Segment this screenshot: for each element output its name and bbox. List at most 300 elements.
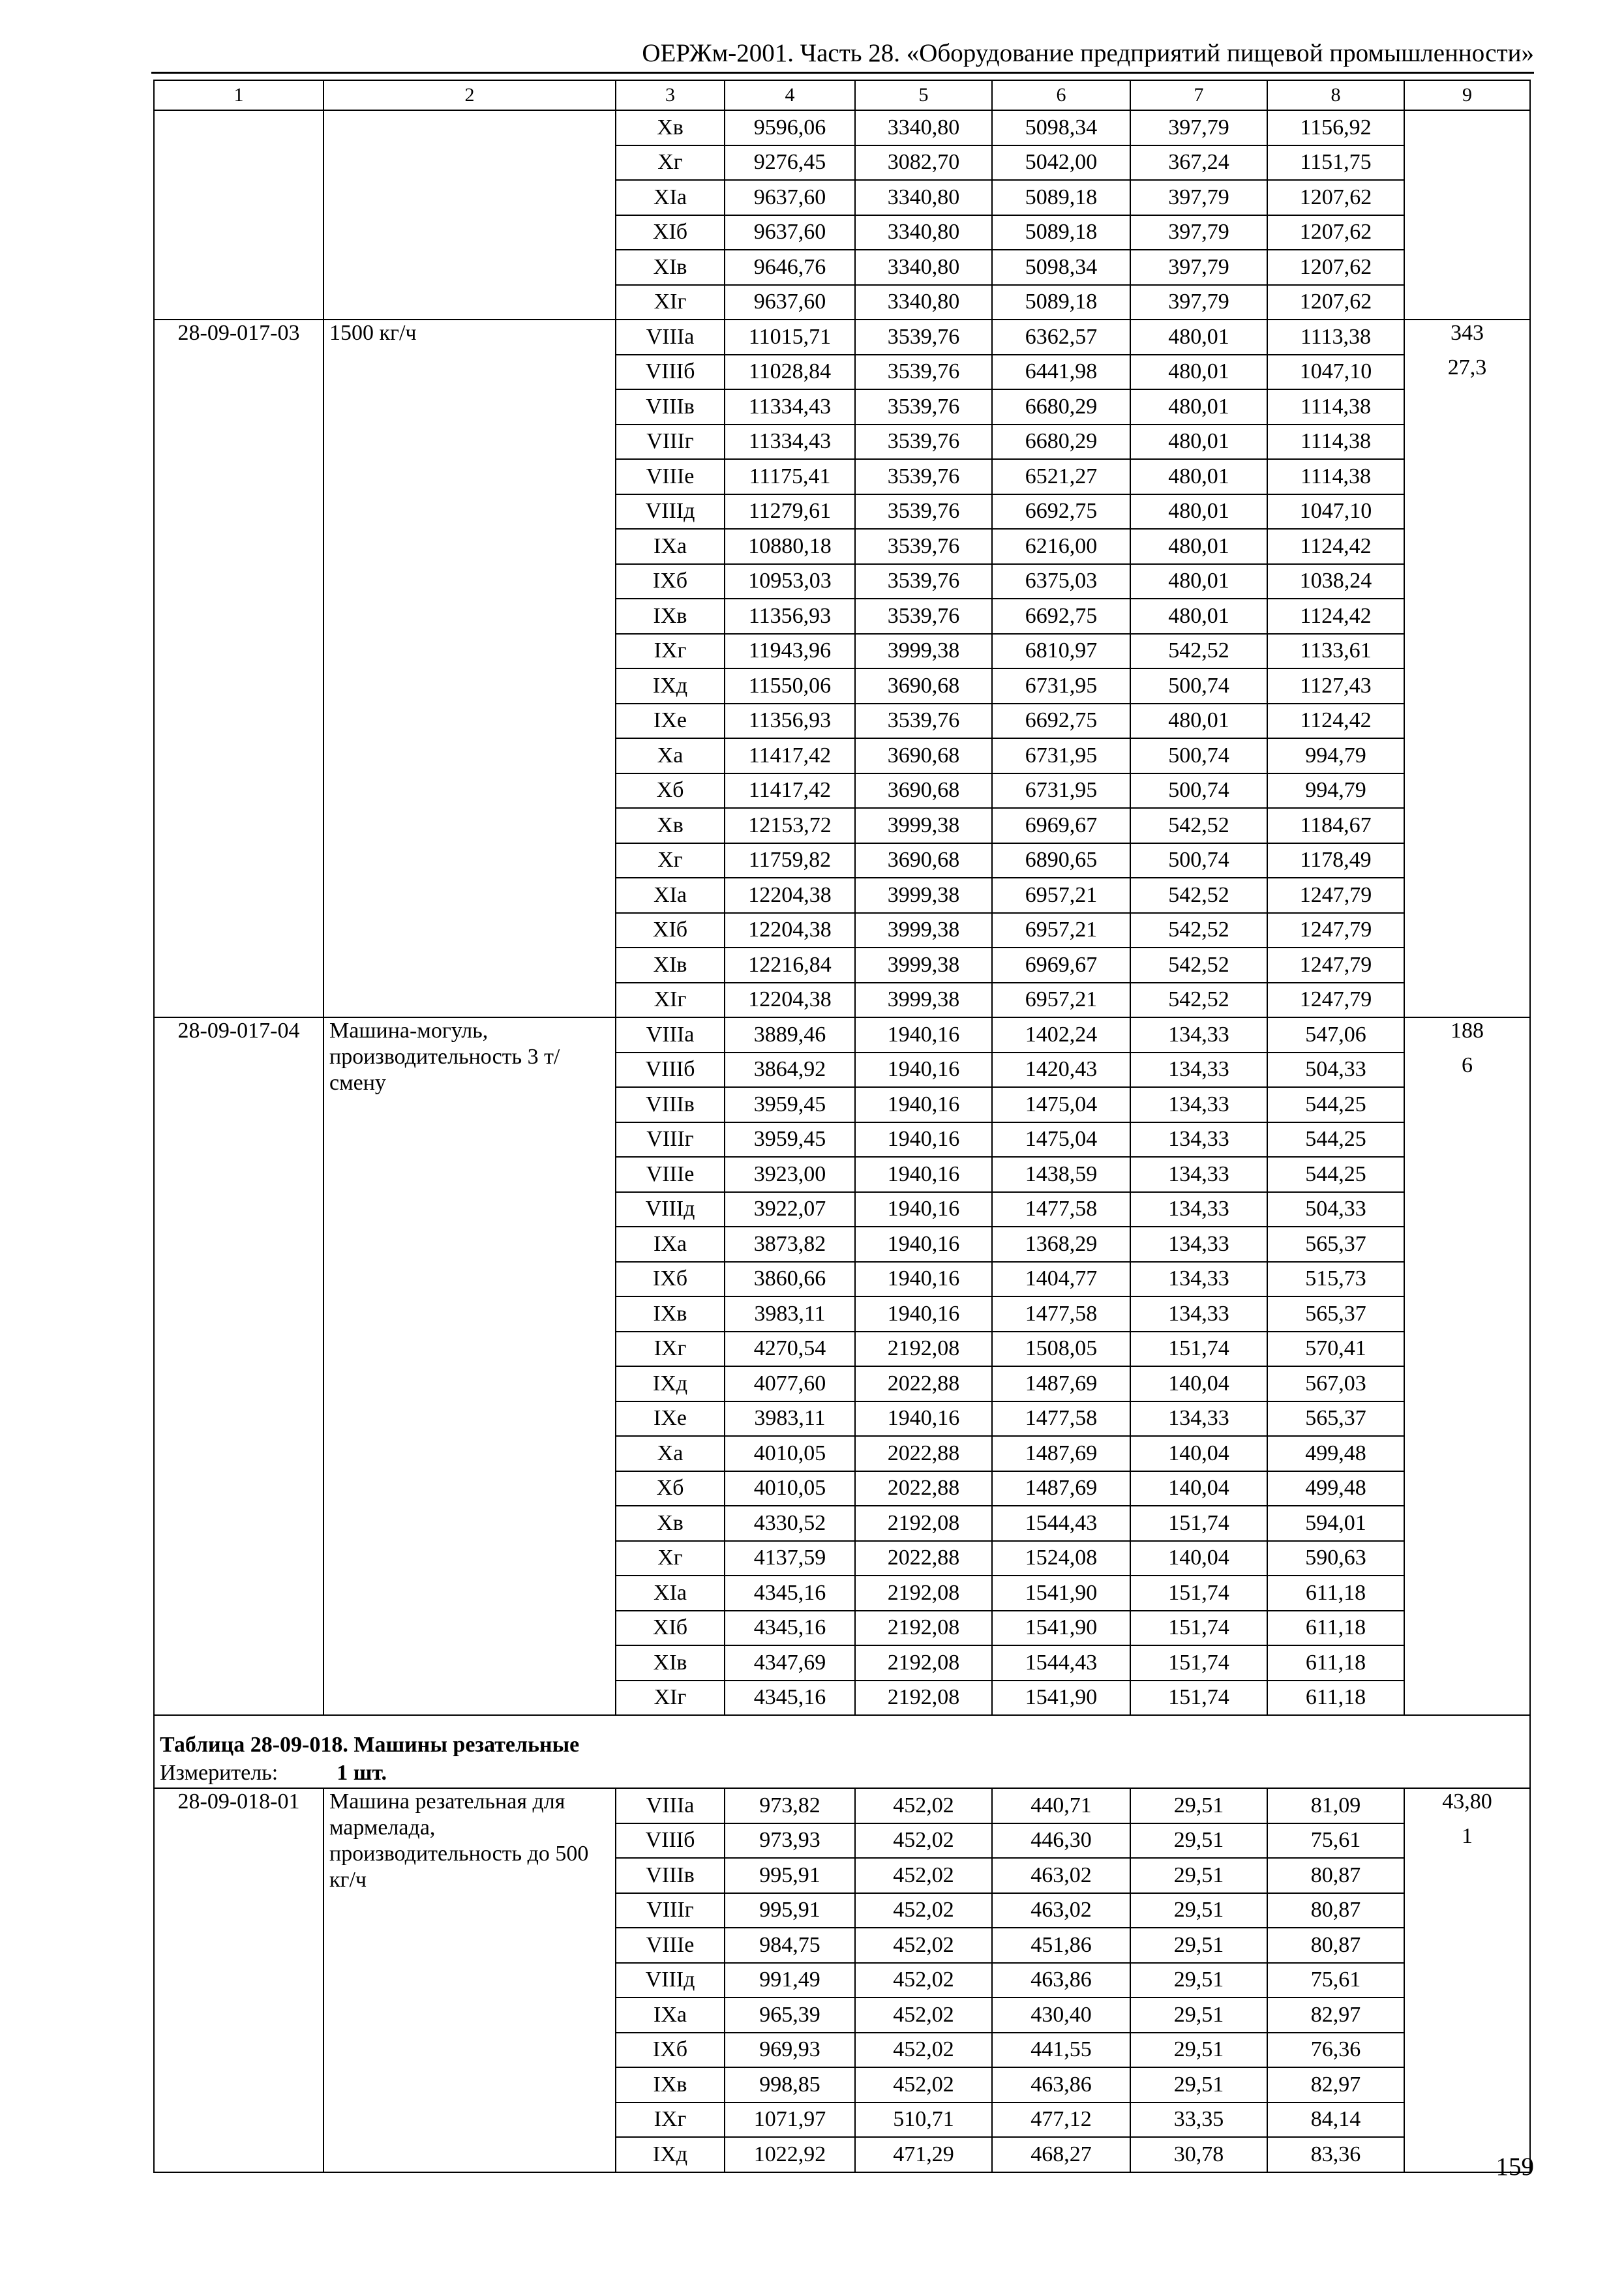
rate-value: 9637,60 (725, 215, 855, 250)
zone-code: ХIб (616, 1611, 725, 1646)
rate-value: 1207,62 (1267, 250, 1404, 285)
rate-value: 463,02 (992, 1893, 1130, 1928)
rate-value: 134,33 (1130, 1401, 1267, 1437)
extra-cell (1404, 320, 1530, 1017)
extra-cell (1404, 1788, 1530, 2172)
rate-value: 4347,69 (725, 1645, 855, 1681)
rate-value: 75,61 (1267, 1963, 1404, 1998)
rate-value: 969,93 (725, 2033, 855, 2068)
rate-value: 5098,34 (992, 250, 1130, 285)
rate-value: 12204,38 (725, 983, 855, 1018)
rate-value: 1402,24 (992, 1017, 1130, 1053)
rate-value: 2192,08 (855, 1611, 992, 1646)
rate-value: 5042,00 (992, 145, 1130, 181)
rate-value: 452,02 (855, 1997, 992, 2033)
rate-value: 499,48 (1267, 1436, 1404, 1471)
rate-value: 3999,38 (855, 808, 992, 843)
rate-value: 3999,38 (855, 878, 992, 913)
rate-code: 28-09-017-04 (154, 1017, 323, 1715)
rate-value: 3340,80 (855, 215, 992, 250)
rate-value: 29,51 (1130, 1963, 1267, 1998)
extra-value: 43,80 (1442, 1789, 1492, 1814)
column-number-row (154, 80, 1530, 110)
rate-value: 1178,49 (1267, 843, 1404, 878)
rate-value: 1156,92 (1267, 110, 1404, 145)
rate-value: 1022,92 (725, 2137, 855, 2172)
zone-code: IХе (616, 1401, 725, 1437)
rate-value: 6731,95 (992, 773, 1130, 809)
rate-value: 134,33 (1130, 1017, 1267, 1053)
rate-value: 1940,16 (855, 1122, 992, 1158)
zone-code: IХа (616, 1227, 725, 1262)
rate-value: 452,02 (855, 2033, 992, 2068)
rate-value: 463,86 (992, 2067, 1130, 2102)
rate-value: 565,37 (1267, 1296, 1404, 1332)
zone-code: VIIIв (616, 1858, 725, 1893)
rate-value: 984,75 (725, 1928, 855, 1963)
rate-value: 468,27 (992, 2137, 1130, 2172)
rate-value: 2192,08 (855, 1332, 992, 1367)
rate-value: 594,01 (1267, 1506, 1404, 1541)
zone-code: IХе (616, 704, 725, 739)
rate-value: 1420,43 (992, 1053, 1130, 1088)
section-unit-row (154, 1758, 1530, 1788)
rate-description (323, 110, 616, 320)
rate-value: 1477,58 (992, 1401, 1130, 1437)
rate-value: 611,18 (1267, 1576, 1404, 1611)
zone-code: VIIIд (616, 1192, 725, 1227)
rate-value: 151,74 (1130, 1506, 1267, 1541)
rate-value: 397,79 (1130, 285, 1267, 320)
extra-value: 343 (1451, 321, 1484, 345)
rate-value: 480,01 (1130, 564, 1267, 599)
zone-code: ХIг (616, 285, 725, 320)
rate-value: 1438,59 (992, 1157, 1130, 1192)
zone-code: Ха (616, 738, 725, 773)
zone-code: IХа (616, 1997, 725, 2033)
rate-value: 3690,68 (855, 843, 992, 878)
zone-code: Хг (616, 1541, 725, 1576)
rate-value: 6375,03 (992, 564, 1130, 599)
rate-value: 544,25 (1267, 1157, 1404, 1192)
section-title: Таблица 28-09-018. Машины резательные (154, 1715, 1530, 1758)
page-header: ОЕРЖм-2001. Часть 28. «Оборудование предприятий пищевой промышленности» (642, 39, 1534, 67)
rate-value: 6692,75 (992, 494, 1130, 530)
rate-value: 1047,10 (1267, 494, 1404, 530)
rate-value: 1940,16 (855, 1053, 992, 1088)
rate-code: 28-09-017-03 (154, 320, 323, 1017)
rate-value: 29,51 (1130, 1858, 1267, 1893)
rate-value: 4345,16 (725, 1681, 855, 1716)
zone-code: VIIIг (616, 1122, 725, 1158)
rate-value: 11356,93 (725, 704, 855, 739)
rate-value: 441,55 (992, 2033, 1130, 2068)
rate-value: 3539,76 (855, 355, 992, 390)
rate-value: 515,73 (1267, 1262, 1404, 1297)
zone-code: IХд (616, 668, 725, 704)
zone-code: IХд (616, 1366, 725, 1401)
rate-value: 30,78 (1130, 2137, 1267, 2172)
rate-value: 463,02 (992, 1858, 1130, 1893)
rate-value: 1404,77 (992, 1262, 1130, 1297)
rate-value: 5089,18 (992, 215, 1130, 250)
rate-value: 5089,18 (992, 285, 1130, 320)
rate-value: 611,18 (1267, 1611, 1404, 1646)
rate-value: 590,63 (1267, 1541, 1404, 1576)
zone-code: VIIIд (616, 1963, 725, 1998)
rate-value: 1247,79 (1267, 983, 1404, 1018)
rate-value: 2192,08 (855, 1576, 992, 1611)
rate-value: 29,51 (1130, 1823, 1267, 1859)
rate-value: 1477,58 (992, 1296, 1130, 1332)
table-body (154, 80, 1530, 2172)
rate-value: 542,52 (1130, 948, 1267, 983)
rate-value: 134,33 (1130, 1053, 1267, 1088)
table-row (154, 110, 1530, 145)
rate-value: 1124,42 (1267, 704, 1404, 739)
column-number: 3 (616, 80, 725, 110)
rate-value: 452,02 (855, 1858, 992, 1893)
zone-code: VIIIг (616, 425, 725, 460)
zone-code: VIIIб (616, 1053, 725, 1088)
rate-value: 1487,69 (992, 1471, 1130, 1506)
rate-value: 3539,76 (855, 320, 992, 355)
rate-value: 3999,38 (855, 983, 992, 1018)
section-title-row (154, 1715, 1530, 1758)
rate-value: 3983,11 (725, 1401, 855, 1437)
rate-value: 11417,42 (725, 773, 855, 809)
rate-value: 544,25 (1267, 1122, 1404, 1158)
rate-value: 1524,08 (992, 1541, 1130, 1576)
rate-value: 6692,75 (992, 704, 1130, 739)
rate-value: 504,33 (1267, 1192, 1404, 1227)
rate-value: 6441,98 (992, 355, 1130, 390)
rate-value: 2192,08 (855, 1645, 992, 1681)
rate-value: 452,02 (855, 1963, 992, 1998)
zone-code: IХг (616, 2102, 725, 2138)
rate-value: 480,01 (1130, 599, 1267, 634)
rate-value: 6216,00 (992, 529, 1130, 564)
rate-value: 6969,67 (992, 808, 1130, 843)
rate-value: 1038,24 (1267, 564, 1404, 599)
rate-value: 29,51 (1130, 1928, 1267, 1963)
rate-value: 1247,79 (1267, 948, 1404, 983)
column-number: 9 (1404, 80, 1530, 110)
table-row (154, 1017, 1530, 1053)
zone-code: VIIIе (616, 459, 725, 494)
zone-code: Хб (616, 773, 725, 809)
rate-value: 565,37 (1267, 1401, 1404, 1437)
rate-value: 4010,05 (725, 1471, 855, 1506)
rate-value: 994,79 (1267, 738, 1404, 773)
rate-value: 995,91 (725, 1893, 855, 1928)
unit-label: Измеритель: (160, 1760, 278, 1785)
rate-value: 480,01 (1130, 425, 1267, 460)
rate-value: 6680,29 (992, 425, 1130, 460)
rate-value: 134,33 (1130, 1122, 1267, 1158)
zone-code: Хв (616, 1506, 725, 1541)
rate-value: 29,51 (1130, 1997, 1267, 2033)
rate-value: 1151,75 (1267, 145, 1404, 181)
rate-value: 1477,58 (992, 1192, 1130, 1227)
rate-value: 80,87 (1267, 1928, 1404, 1963)
rate-value: 1940,16 (855, 1192, 992, 1227)
rate-value: 611,18 (1267, 1645, 1404, 1681)
column-number: 4 (725, 80, 855, 110)
rate-value: 3539,76 (855, 389, 992, 425)
rate-value: 451,86 (992, 1928, 1130, 1963)
table-row (154, 320, 1530, 355)
rate-value: 6890,65 (992, 843, 1130, 878)
rate-value: 6731,95 (992, 738, 1130, 773)
rate-value: 6810,97 (992, 634, 1130, 669)
rate-value: 3873,82 (725, 1227, 855, 1262)
rate-value: 75,61 (1267, 1823, 1404, 1859)
rate-value: 3539,76 (855, 599, 992, 634)
rate-value: 452,02 (855, 1823, 992, 1859)
zone-code: ХIг (616, 983, 725, 1018)
rate-value: 480,01 (1130, 459, 1267, 494)
rate-value: 9596,06 (725, 110, 855, 145)
rate-value: 2022,88 (855, 1471, 992, 1506)
rate-value: 471,29 (855, 2137, 992, 2172)
rate-value: 140,04 (1130, 1366, 1267, 1401)
zone-code: VIIIа (616, 320, 725, 355)
rate-value: 1133,61 (1267, 634, 1404, 669)
rate-value: 998,85 (725, 2067, 855, 2102)
rate-value: 397,79 (1130, 110, 1267, 145)
rate-value: 1071,97 (725, 2102, 855, 2138)
rate-value: 6957,21 (992, 983, 1130, 1018)
rate-value: 10953,03 (725, 564, 855, 599)
rate-value: 3539,76 (855, 564, 992, 599)
rate-value: 542,52 (1130, 878, 1267, 913)
rate-value: 3922,07 (725, 1192, 855, 1227)
rate-value: 570,41 (1267, 1332, 1404, 1367)
rate-value: 10880,18 (725, 529, 855, 564)
rate-value: 1541,90 (992, 1611, 1130, 1646)
rate-value: 140,04 (1130, 1471, 1267, 1506)
rate-value: 12153,72 (725, 808, 855, 843)
rate-value: 6680,29 (992, 389, 1130, 425)
zone-code: IХв (616, 1296, 725, 1332)
rate-value: 3889,46 (725, 1017, 855, 1053)
rate-value: 1247,79 (1267, 878, 1404, 913)
rate-value: 565,37 (1267, 1227, 1404, 1262)
rate-value: 1487,69 (992, 1366, 1130, 1401)
zone-code: Хв (616, 808, 725, 843)
zone-code: ХIб (616, 215, 725, 250)
rate-value: 567,03 (1267, 1366, 1404, 1401)
rate-value: 452,02 (855, 1893, 992, 1928)
rate-value: 6969,67 (992, 948, 1130, 983)
rate-value: 6957,21 (992, 913, 1130, 948)
rate-value: 995,91 (725, 1858, 855, 1893)
rate-value: 81,09 (1267, 1788, 1404, 1823)
rate-value: 11015,71 (725, 320, 855, 355)
rate-value: 11279,61 (725, 494, 855, 530)
rate-value: 82,97 (1267, 2067, 1404, 2102)
zone-code: VIIIа (616, 1788, 725, 1823)
zone-code: IХб (616, 2033, 725, 2068)
column-number: 8 (1267, 80, 1404, 110)
rate-value: 1940,16 (855, 1157, 992, 1192)
zone-code: ХIа (616, 878, 725, 913)
rate-value: 2022,88 (855, 1366, 992, 1401)
rate-value: 542,52 (1130, 983, 1267, 1018)
rate-value: 3539,76 (855, 425, 992, 460)
zone-code: ХIв (616, 250, 725, 285)
rate-value: 134,33 (1130, 1296, 1267, 1332)
rate-value: 499,48 (1267, 1471, 1404, 1506)
rate-value: 6957,21 (992, 878, 1130, 913)
rate-value: 1487,69 (992, 1436, 1130, 1471)
extra-cell (1404, 110, 1530, 320)
zone-code: IХв (616, 599, 725, 634)
rate-value: 547,06 (1267, 1017, 1404, 1053)
rate-value: 446,30 (992, 1823, 1130, 1859)
rate-value: 11028,84 (725, 355, 855, 390)
rate-value: 140,04 (1130, 1541, 1267, 1576)
rate-value: 11550,06 (725, 668, 855, 704)
rate-value: 11417,42 (725, 738, 855, 773)
rate-value: 3999,38 (855, 913, 992, 948)
rate-value: 1207,62 (1267, 285, 1404, 320)
rate-value: 76,36 (1267, 2033, 1404, 2068)
rate-value: 367,24 (1130, 145, 1267, 181)
rate-value: 500,74 (1130, 773, 1267, 809)
rate-value: 991,49 (725, 1963, 855, 1998)
rate-value: 9637,60 (725, 285, 855, 320)
zone-code: ХIб (616, 913, 725, 948)
column-number: 6 (992, 80, 1130, 110)
extra-cell (1404, 1017, 1530, 1715)
rate-value: 4345,16 (725, 1576, 855, 1611)
zone-code: VIIIв (616, 389, 725, 425)
zone-code: Ха (616, 1436, 725, 1471)
rate-value: 2022,88 (855, 1541, 992, 1576)
rate-value: 134,33 (1130, 1192, 1267, 1227)
rate-value: 397,79 (1130, 215, 1267, 250)
rate-value: 1047,10 (1267, 355, 1404, 390)
rate-description: 1500 кг/ч (323, 320, 616, 1017)
zone-code: IХб (616, 564, 725, 599)
zone-code: IХд (616, 2137, 725, 2172)
rate-value: 1544,43 (992, 1506, 1130, 1541)
rate-value: 452,02 (855, 2067, 992, 2102)
zone-code: Хб (616, 1471, 725, 1506)
rate-value: 452,02 (855, 1788, 992, 1823)
zone-code: VIIIе (616, 1928, 725, 1963)
zone-code: VIIIв (616, 1087, 725, 1122)
unit-value: 1 шт. (337, 1760, 387, 1785)
rate-value: 397,79 (1130, 180, 1267, 215)
rate-value: 3959,45 (725, 1087, 855, 1122)
rate-code: 28-09-018-01 (154, 1788, 323, 2172)
header-rule (151, 72, 1534, 74)
rate-value: 134,33 (1130, 1157, 1267, 1192)
rate-value: 3983,11 (725, 1296, 855, 1332)
rate-value: 611,18 (1267, 1681, 1404, 1716)
zone-code: ХIа (616, 1576, 725, 1611)
rate-value: 29,51 (1130, 1788, 1267, 1823)
rate-value: 3959,45 (725, 1122, 855, 1158)
rate-value: 480,01 (1130, 704, 1267, 739)
zone-code: VIIIб (616, 1823, 725, 1859)
zone-code: IХб (616, 1262, 725, 1297)
rates-table (153, 80, 1531, 2173)
rate-value: 510,71 (855, 2102, 992, 2138)
rate-value: 3539,76 (855, 494, 992, 530)
rate-value: 9276,45 (725, 145, 855, 181)
rate-value: 11334,43 (725, 425, 855, 460)
rate-value: 151,74 (1130, 1576, 1267, 1611)
rate-value: 151,74 (1130, 1645, 1267, 1681)
rate-value: 82,97 (1267, 1997, 1404, 2033)
rate-value: 1114,38 (1267, 425, 1404, 460)
zone-code: IХв (616, 2067, 725, 2102)
rate-value: 463,86 (992, 1963, 1130, 1998)
rate-value: 12204,38 (725, 878, 855, 913)
rate-value: 1247,79 (1267, 913, 1404, 948)
rate-value: 1940,16 (855, 1401, 992, 1437)
rate-value: 4010,05 (725, 1436, 855, 1471)
rate-value: 84,14 (1267, 2102, 1404, 2138)
rate-value: 1541,90 (992, 1576, 1130, 1611)
rate-value: 5098,34 (992, 110, 1130, 145)
rate-value: 500,74 (1130, 843, 1267, 878)
rate-value: 29,51 (1130, 1893, 1267, 1928)
rate-value: 9646,76 (725, 250, 855, 285)
column-number: 1 (154, 80, 323, 110)
zone-code: VIIIа (616, 1017, 725, 1053)
rate-value: 3340,80 (855, 250, 992, 285)
rate-value: 4137,59 (725, 1541, 855, 1576)
rate-description: Машина резательная для мармелада, производительность до 500 кг/ч (323, 1788, 616, 2172)
rate-value: 9637,60 (725, 180, 855, 215)
rate-value: 3539,76 (855, 459, 992, 494)
rate-value: 3923,00 (725, 1157, 855, 1192)
extra-value: 6 (1462, 1053, 1473, 1077)
zone-code: ХIв (616, 1645, 725, 1681)
rate-value: 11334,43 (725, 389, 855, 425)
rate-value: 2192,08 (855, 1506, 992, 1541)
rate-value: 3082,70 (855, 145, 992, 181)
rate-value: 83,36 (1267, 2137, 1404, 2172)
rate-value: 134,33 (1130, 1262, 1267, 1297)
rate-value: 1940,16 (855, 1087, 992, 1122)
rate-value: 3999,38 (855, 948, 992, 983)
zone-code: VIIIд (616, 494, 725, 530)
rate-value: 3340,80 (855, 180, 992, 215)
rate-value: 29,51 (1130, 2067, 1267, 2102)
rate-value: 12204,38 (725, 913, 855, 948)
page-number: 159 (1496, 2153, 1534, 2181)
rate-value: 4077,60 (725, 1366, 855, 1401)
column-number: 5 (855, 80, 992, 110)
rate-value: 6731,95 (992, 668, 1130, 704)
zone-code: VIIIг (616, 1893, 725, 1928)
rate-value: 33,35 (1130, 2102, 1267, 2138)
rate-value: 477,12 (992, 2102, 1130, 2138)
rate-value: 3864,92 (725, 1053, 855, 1088)
rate-value: 12216,84 (725, 948, 855, 983)
rate-value: 1113,38 (1267, 320, 1404, 355)
rate-value: 1124,42 (1267, 529, 1404, 564)
rate-value: 2022,88 (855, 1436, 992, 1471)
rate-value: 3340,80 (855, 285, 992, 320)
zone-code: ХIв (616, 948, 725, 983)
